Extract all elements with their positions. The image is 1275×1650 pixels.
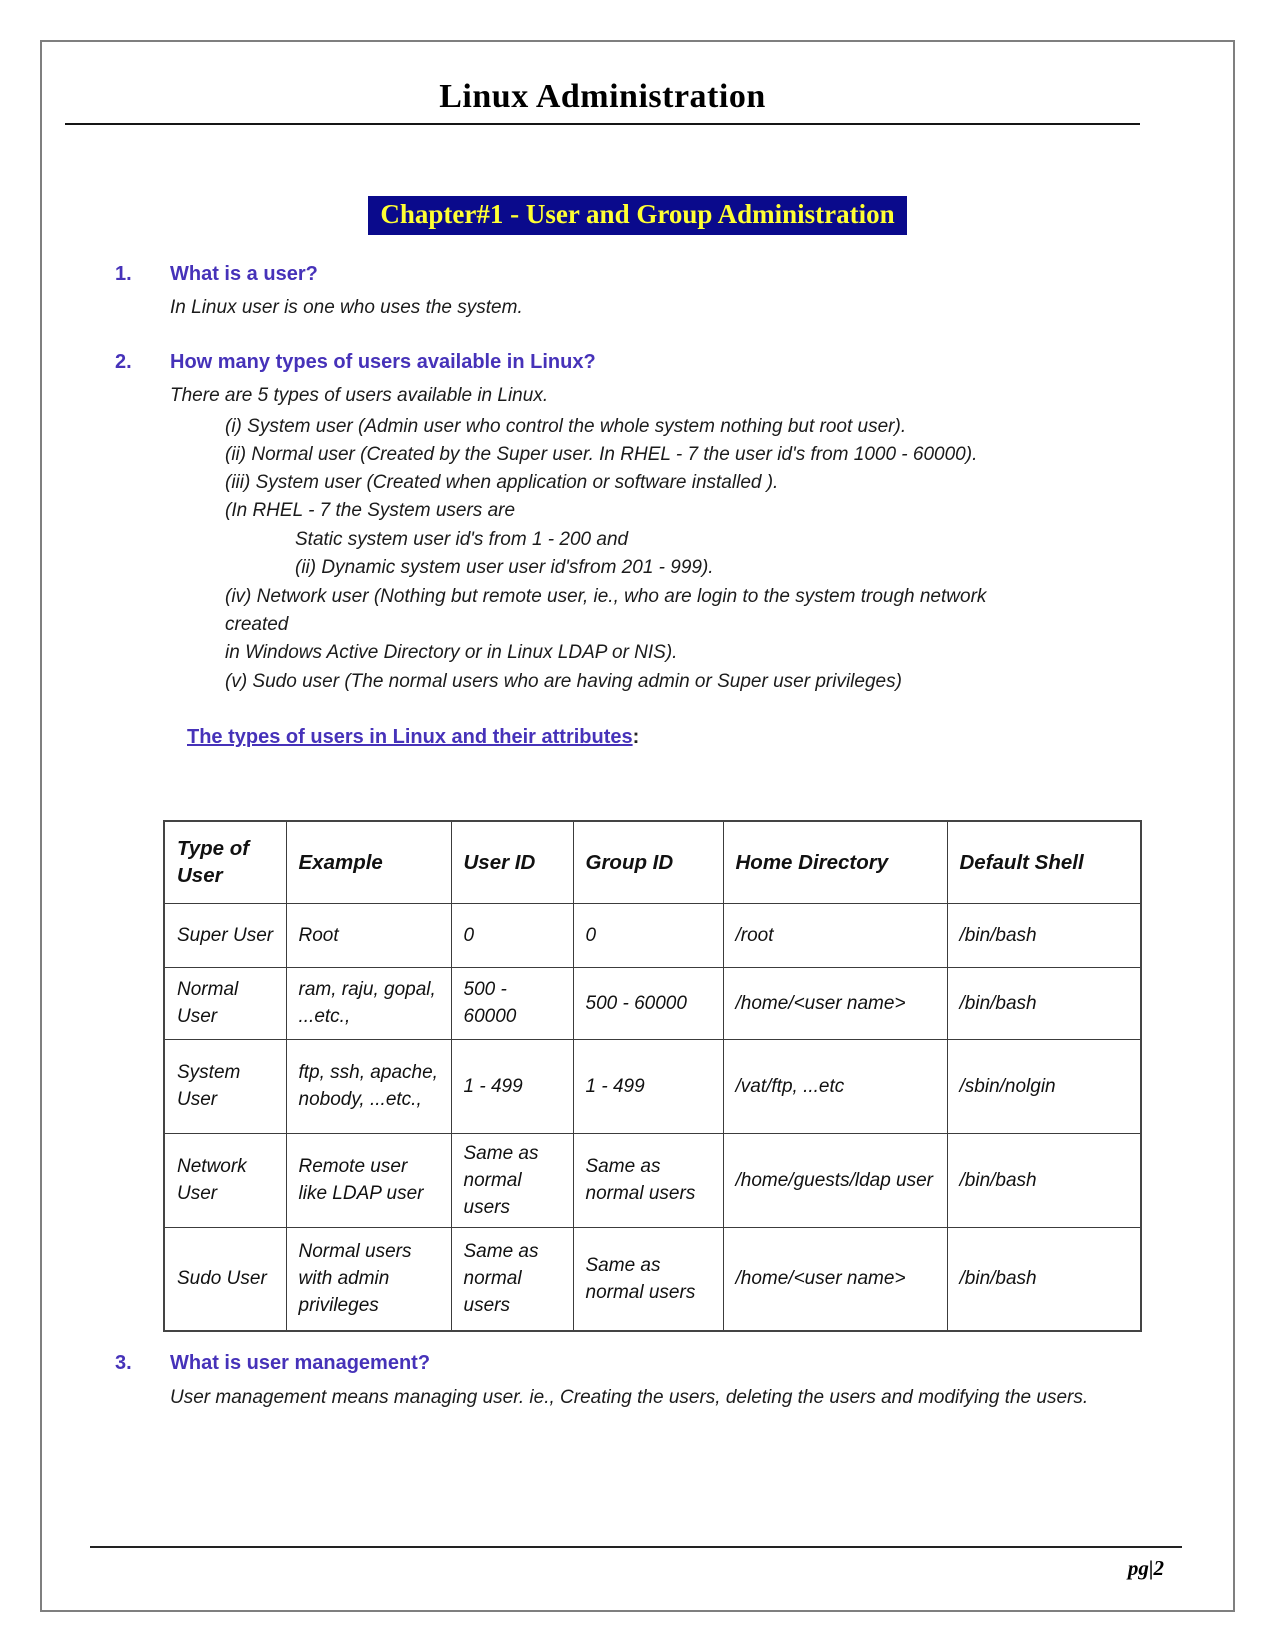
cell: 500 - 60000	[451, 967, 573, 1039]
cell: ftp, ssh, apache, nobody, ...etc.,	[286, 1039, 451, 1133]
cell: System User	[164, 1039, 286, 1133]
cell: 0	[451, 903, 573, 967]
user-types-table	[163, 820, 1142, 1332]
table-row	[164, 1133, 1141, 1227]
cell: Same as normal users	[573, 1227, 723, 1331]
table-row	[164, 967, 1141, 1039]
cell: Normal users with admin privileges	[286, 1227, 451, 1331]
cell: Network User	[164, 1133, 286, 1227]
document-title: Linux Administration	[439, 78, 766, 115]
list-item: in Windows Active Directory or in Linux LDAP or NIS).	[225, 642, 678, 663]
chapter-banner-row	[0, 196, 1275, 235]
list-item: created	[225, 614, 289, 635]
cell: Sudo User	[164, 1227, 286, 1331]
cell: /home/<user name>	[723, 1227, 947, 1331]
cell: Root	[286, 903, 451, 967]
question-3-heading: What is user management?	[170, 1352, 431, 1374]
cell: Normal User	[164, 967, 286, 1039]
table-row	[164, 1227, 1141, 1331]
question-1-answer: In Linux user is one who uses the system.	[170, 297, 523, 318]
cell: 500 - 60000	[573, 967, 723, 1039]
question-2-heading: How many types of users available in Linux?	[170, 351, 596, 373]
col-header-home-directory: Home Directory	[723, 821, 947, 903]
col-header-type-of-user: Type of User	[164, 821, 286, 903]
cell: /bin/bash	[947, 903, 1141, 967]
user-types-table-wrap	[163, 820, 1142, 1332]
cell: 1 - 499	[451, 1039, 573, 1133]
cell: Same as normal users	[451, 1227, 573, 1331]
cell: /home/guests/ldap user	[723, 1133, 947, 1227]
table-row	[164, 903, 1141, 967]
col-header-group-id: Group ID	[573, 821, 723, 903]
cell: Same as normal users	[573, 1133, 723, 1227]
list-item: (In RHEL - 7 the System users are	[225, 500, 516, 521]
cell: /root	[723, 903, 947, 967]
list-item: (iii) System user (Created when application or software installed ).	[225, 472, 779, 493]
question-3-answer: User management means managing user. ie., Creating the users, deleting the users and modifying the users.	[170, 1387, 1089, 1408]
col-header-example: Example	[286, 821, 451, 903]
list-item: (v) Sudo user (The normal users who are having admin or Super user privileges)	[225, 671, 902, 692]
cell: ram, raju, gopal, ...etc.,	[286, 967, 451, 1039]
chapter-banner: Chapter#1 - User and Group Administration	[368, 196, 906, 235]
list-item: (iv) Network user (Nothing but remote user, ie., who are login to the system trough network	[225, 586, 987, 607]
cell: Remote user like LDAP user	[286, 1133, 451, 1227]
cell: Same as normal users	[451, 1133, 573, 1227]
cell: /bin/bash	[947, 967, 1141, 1039]
title-divider	[65, 123, 1140, 125]
cell: Super User	[164, 903, 286, 967]
list-item: Static system user id's from 1 - 200 and	[295, 529, 629, 550]
table-header-row	[164, 821, 1141, 903]
question-2-number: 2.	[115, 351, 132, 373]
question-1-heading: What is a user?	[170, 263, 318, 285]
col-header-default-shell: Default Shell	[947, 821, 1141, 903]
table-row	[164, 1039, 1141, 1133]
cell: /sbin/nolgin	[947, 1039, 1141, 1133]
page-number-label: pg|2	[1127, 1556, 1164, 1580]
title-row	[65, 78, 1140, 116]
cell: 1 - 499	[573, 1039, 723, 1133]
question-1-number: 1.	[115, 263, 132, 285]
cell: /bin/bash	[947, 1133, 1141, 1227]
question-3-number: 3.	[115, 1352, 132, 1374]
list-item: (i) System user (Admin user who control the whole system nothing but root user).	[225, 416, 907, 437]
cell: /home/<user name>	[723, 967, 947, 1039]
table-caption-text: The types of users in Linux and their attributes	[187, 726, 633, 748]
cell: /vat/ftp, ...etc	[723, 1039, 947, 1133]
question-2-intro: There are 5 types of users available in Linux.	[170, 385, 549, 406]
cell: 0	[573, 903, 723, 967]
list-item: (ii) Normal user (Created by the Super user. In RHEL - 7 the user id's from 1000 - 60000).	[225, 444, 978, 465]
table-caption-colon: :	[632, 726, 640, 748]
col-header-user-id: User ID	[451, 821, 573, 903]
table-caption-heading	[187, 726, 639, 749]
footer	[90, 1546, 1182, 1581]
list-item: (ii) Dynamic system user user id'sfrom 201 - 999).	[295, 557, 714, 578]
cell: /bin/bash	[947, 1227, 1141, 1331]
